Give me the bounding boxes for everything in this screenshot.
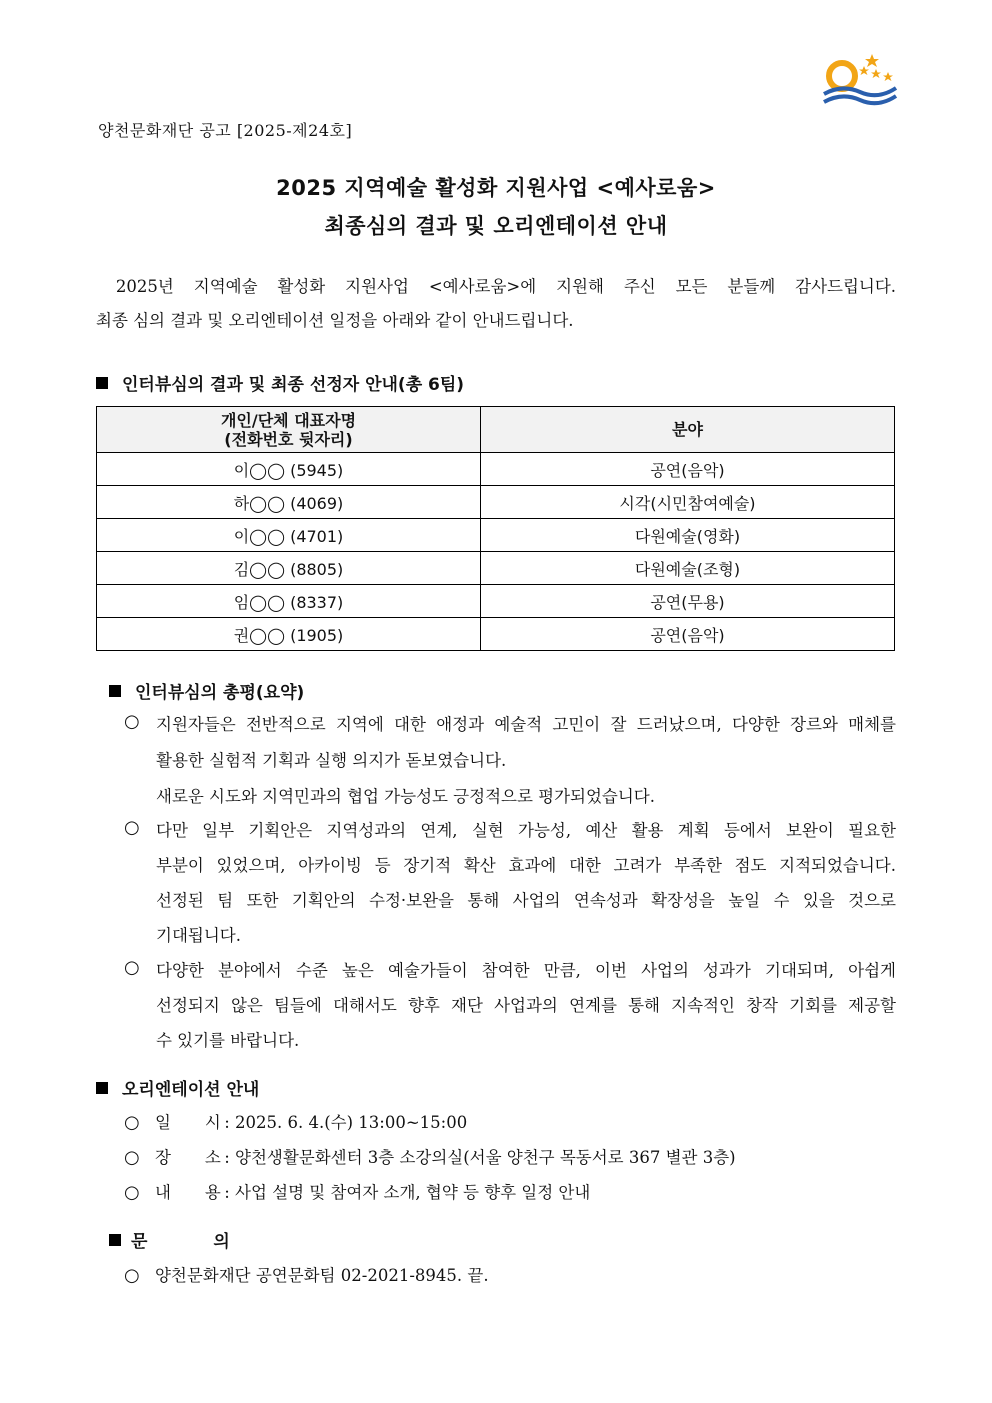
circle-bullet-icon: ○ xyxy=(124,957,140,978)
section-heading-review: 인터뷰심의 총평(요약) xyxy=(109,678,304,703)
table-row xyxy=(97,453,895,486)
orientation-item-location: ○ 장 소 : 양천생활문화센터 3층 소강의실(서울 양천구 목동서로 367 별관 3층) xyxy=(124,1147,736,1168)
orientation-item-content: ○ 내 용 : 사업 설명 및 참여자 소개, 협약 등 향후 일정 안내 xyxy=(124,1182,591,1203)
square-bullet-icon xyxy=(96,377,108,389)
intro-text-line: 최종 심의 결과 및 오리엔테이션 일정을 아래와 같이 안내드립니다. xyxy=(96,311,574,330)
review-item: ○ 다양한 분야에서 수준 높은 예술가들이 참여한 만큼, 이번 사업의 성과가 기대되며, 아쉽게 선정되지 않은 팀들에 대해서도 향후 재단 사업과의 연계를 통해 지속적인 창작 기회를 제공할 수 있기를 바랍니다. xyxy=(124,957,896,1050)
square-bullet-icon xyxy=(96,1082,108,1094)
table-header-row xyxy=(97,407,895,453)
name-cell: 이◯◯ (4701) xyxy=(97,519,481,552)
star-icon xyxy=(883,72,893,81)
section-heading-contact: 문 의 xyxy=(109,1227,260,1252)
column-header-field: 분야 xyxy=(481,407,895,453)
circle-bullet-icon: ○ xyxy=(124,817,140,838)
circle-bullet-icon: ○ xyxy=(124,1112,140,1133)
star-icon xyxy=(871,69,881,78)
star-icon xyxy=(859,66,869,75)
table-row xyxy=(97,519,895,552)
column-header-name: 개인/단체 대표자명 (전화번호 뒷자리) xyxy=(97,407,481,453)
contact-item xyxy=(124,1262,489,1286)
circle-bullet-icon: ○ xyxy=(124,1265,140,1286)
field-cell: 공연(음악) xyxy=(481,618,895,651)
name-cell: 하◯◯ (4069) xyxy=(97,486,481,519)
square-bullet-icon xyxy=(109,1234,121,1246)
page-title: 2025 지역예술 활성화 지원사업 <예사로움> xyxy=(276,176,716,200)
section-heading-results: 인터뷰심의 결과 및 최종 선정자 안내(총 6팀) xyxy=(96,370,464,395)
table-row xyxy=(97,486,895,519)
star-icon xyxy=(865,54,879,67)
field-cell: 공연(음악) xyxy=(481,453,895,486)
section-heading-orientation: 오리엔테이션 안내 xyxy=(96,1075,259,1100)
field-cell: 공연(무용) xyxy=(481,585,895,618)
selection-table xyxy=(96,406,895,651)
page-subtitle: 최종심의 결과 및 오리엔테이션 안내 xyxy=(324,214,668,238)
circle-bullet-icon: ○ xyxy=(124,1147,140,1168)
square-bullet-icon xyxy=(109,685,121,697)
table-row xyxy=(97,552,895,585)
circle-bullet-icon: ○ xyxy=(124,711,140,732)
foundation-logo xyxy=(820,50,900,110)
circle-bullet-icon: ○ xyxy=(124,1182,140,1203)
review-item: ○ 다만 일부 기획안은 지역성과의 연계, 실현 가능성, 예산 활용 계획 등에서 보완이 필요한 부분이 있었으며, 아카이빙 등 장기적 확산 효과에 대한 고려가 부족한 점도 지적되었습니다. 선정된 팀 또한 기획안의 수정·보완을 통해 사업의 연속성과 확장성을 높일 수 있을 것으로 기대됩니다. xyxy=(124,817,896,945)
orientation-item-datetime: ○ 일 시 : 2025. 6. 4.(수) 13:00~15:00 xyxy=(124,1112,468,1133)
field-cell: 다원예술(조형) xyxy=(481,552,895,585)
field-cell: 다원예술(영화) xyxy=(481,519,895,552)
review-item: ○ 지원자들은 전반적으로 지역에 대한 애정과 예술적 고민이 잘 드러났으며, 다양한 장르와 매체를 활용한 실험적 기획과 실행 의지가 돋보였습니다. 새로운 시도와 지역민과의 협업 가능성도 긍정적으로 평가되었습니다. xyxy=(124,711,896,806)
name-cell: 이◯◯ (5945) xyxy=(97,453,481,486)
table-row xyxy=(97,585,895,618)
intro-text-line: 2025년 지역예술 활성화 지원사업 <예사로움>에 지원해 주신 모든 분들께 감사드립니다. xyxy=(115,277,897,296)
name-cell: 김◯◯ (8805) xyxy=(97,552,481,585)
table-row xyxy=(97,618,895,651)
field-cell: 시각(시민참여예술) xyxy=(481,486,895,519)
name-cell: 임◯◯ (8337) xyxy=(97,585,481,618)
contact-text: 양천문화재단 공연문화팀 02-2021-8945. 끝. xyxy=(154,1266,489,1285)
notice-number: 양천문화재단 공고 [2025-제24호] xyxy=(98,121,353,140)
name-cell: 권◯◯ (1905) xyxy=(97,618,481,651)
